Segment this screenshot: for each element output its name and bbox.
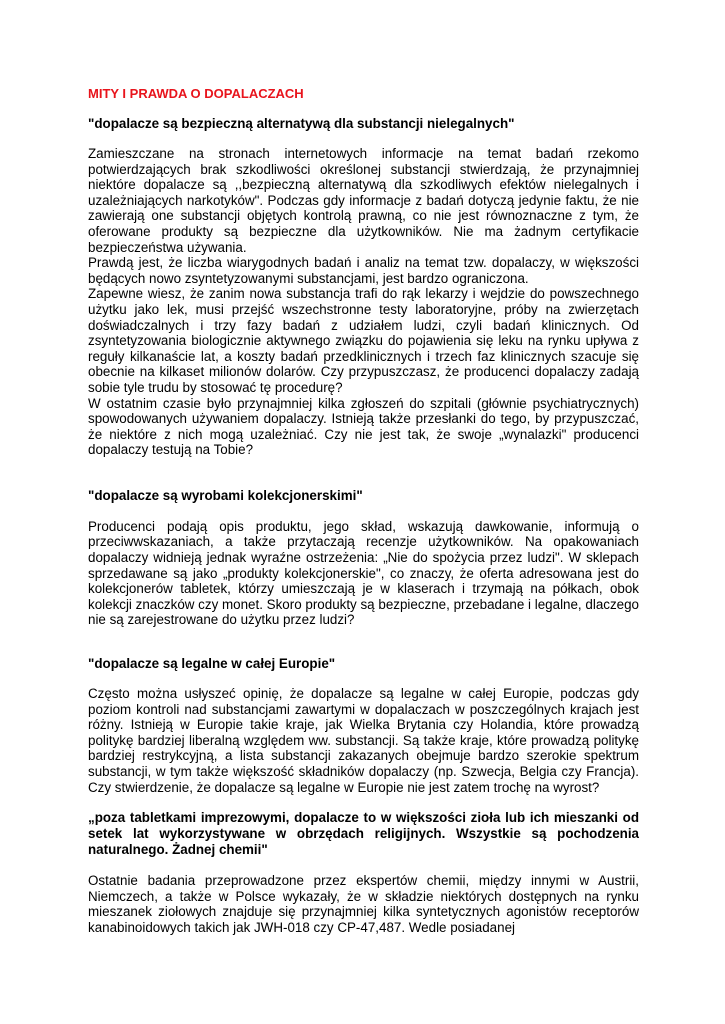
- document-title: MITY I PRAWDA O DOPALACZACH: [88, 86, 304, 101]
- section-legal-in-europe: [88, 656, 639, 795]
- section-heading: „poza tabletkami imprezowymi, dopalacze to w większości zioła lub ich mieszanki od setek lat wykorzystywane w obrzędach religijnych. Wszystkie są pochodzenia naturalnego. Żadnej chemii": [88, 810, 639, 858]
- paragraph: Zapewne wiesz, że zanim nowa substancja trafi do rąk lekarzy i wejdzie do powszechnego użytku jako lek, musi przejść wszechstronne testy laboratoryjne, próby na zwierzętach doświadczalnych i trzy fazy badań z udziałem ludzi, czyli badań klinicznych. Od zsyntetyzowania biologicznie aktywnego związku do pojawienia się leku na rynku upływa z reguły kilkanaście lat, a koszty badań przedklinicznych i trzech faz klinicznych szacuje się obecnie na kilkaset milionów dolarów. Czy przypuszczasz, że producenci dopalaczy zadają sobie tyle trudu by stosować tę procedurę?: [88, 286, 639, 395]
- paragraph: W ostatnim czasie było przynajmniej kilka zgłoszeń do szpitali (głównie psychiatrycznych) spowodowanych używaniem dopalaczy. Istnieją także przesłanki do tego, by przypuszczać, że niektóre z nich mogą uzależniać. Czy nie jest tak, że swoje „wynalazki" producenci dopalaczy testują na Tobie?: [88, 395, 639, 458]
- section-natural-herbs: [88, 810, 639, 935]
- paragraph: Ostatnie badania przeprowadzone przez ekspertów chemii, między innymi w Austrii, Niemczech, a także w Polsce wykazały, że w składzie niektórych dostępnych na rynku mieszanek ziołowych znajduje się przynajmniej kilka syntetycznych agonistów receptorów kanabinoidowych takich jak JWH-018 czy CP-47,487. Wedle posiadanej: [88, 873, 639, 935]
- section-safe-alternative: [88, 116, 639, 458]
- section-heading: "dopalacze są legalne w całej Europie": [88, 656, 336, 672]
- section-collectible-products: [88, 488, 639, 628]
- section-body: [88, 146, 639, 458]
- section-body: [88, 686, 639, 795]
- section-heading: "dopalacze są bezpieczną alternatywą dla substancji nielegalnych": [88, 116, 515, 131]
- paragraph: Producenci podają opis produktu, jego skład, wskazują dawkowanie, informują o przeciwwskazaniach, a także przytaczają recenzje użytkowników. Na opakowaniach dopalaczy widnieją jednak wyraźne ostrzeżenia: „Nie do spożycia przez ludzi". W sklepach sprzedawane są jako „produkty kolekcjonerskie", co znaczy, że oferta adresowana jest do kolekcjonerów tabletek, którzy umieszczają je w klaserach i trzymają na półkach, obok kolekcji znaczków czy monet. Skoro produkty są bezpieczne, przebadane i legalne, dlaczego nie są zarejestrowane do użytku przez ludzi?: [88, 518, 639, 628]
- section-heading: "dopalacze są wyrobami kolekcjonerskimi": [88, 487, 363, 503]
- section-body: [88, 519, 639, 628]
- section-body: [88, 873, 639, 935]
- document-page: [88, 86, 639, 936]
- paragraph: Zamieszczane na stronach internetowych informacje na temat badań rzekomo potwierdzających brak szkodliwości określonej substancji stwierdzają, że przynajmniej niektóre dopalacze są ,,bezpieczną alternatywą dla szkodliwych efektów nielegalnych i uzależniających narkotyków". Podczas gdy informacje z badań dotyczą jedynie faktu, że nie zawierają one substancji objętych kontrolą prawną, co nie jest równoznaczne z tym, że oferowane produkty są bezpieczne dla użytkowników. Nie ma żadnym certyfikacie bezpieczeństwa używania.: [88, 146, 639, 255]
- paragraph: Prawdą jest, że liczba wiarygodnych badań i analiz na temat tzw. dopalaczy, w większości będących nowo zsyntetyzowanymi substancjami, jest bardzo ograniczona.: [88, 255, 639, 286]
- paragraph: Często można usłyszeć opinię, że dopalacze są legalne w całej Europie, podczas gdy poziom kontroli nad substancjami zawartymi w dopalaczach w poszczególnych krajach jest różny. Istnieją w Europie takie kraje, jak Wielka Brytania czy Holandia, które prowadzą politykę bardziej liberalną względem ww. substancji. Są także kraje, które prowadzą politykę bardziej restrykcyjną, a lista substancji zakazanych obejmuje bardzo szerokie spektrum substancji, w tym także większość składników dopalaczy (np. Szwecja, Belgia czy Francja). Czy stwierdzenie, że dopalacze są legalne w Europie nie jest zatem trochę na wyrost?: [88, 686, 639, 795]
